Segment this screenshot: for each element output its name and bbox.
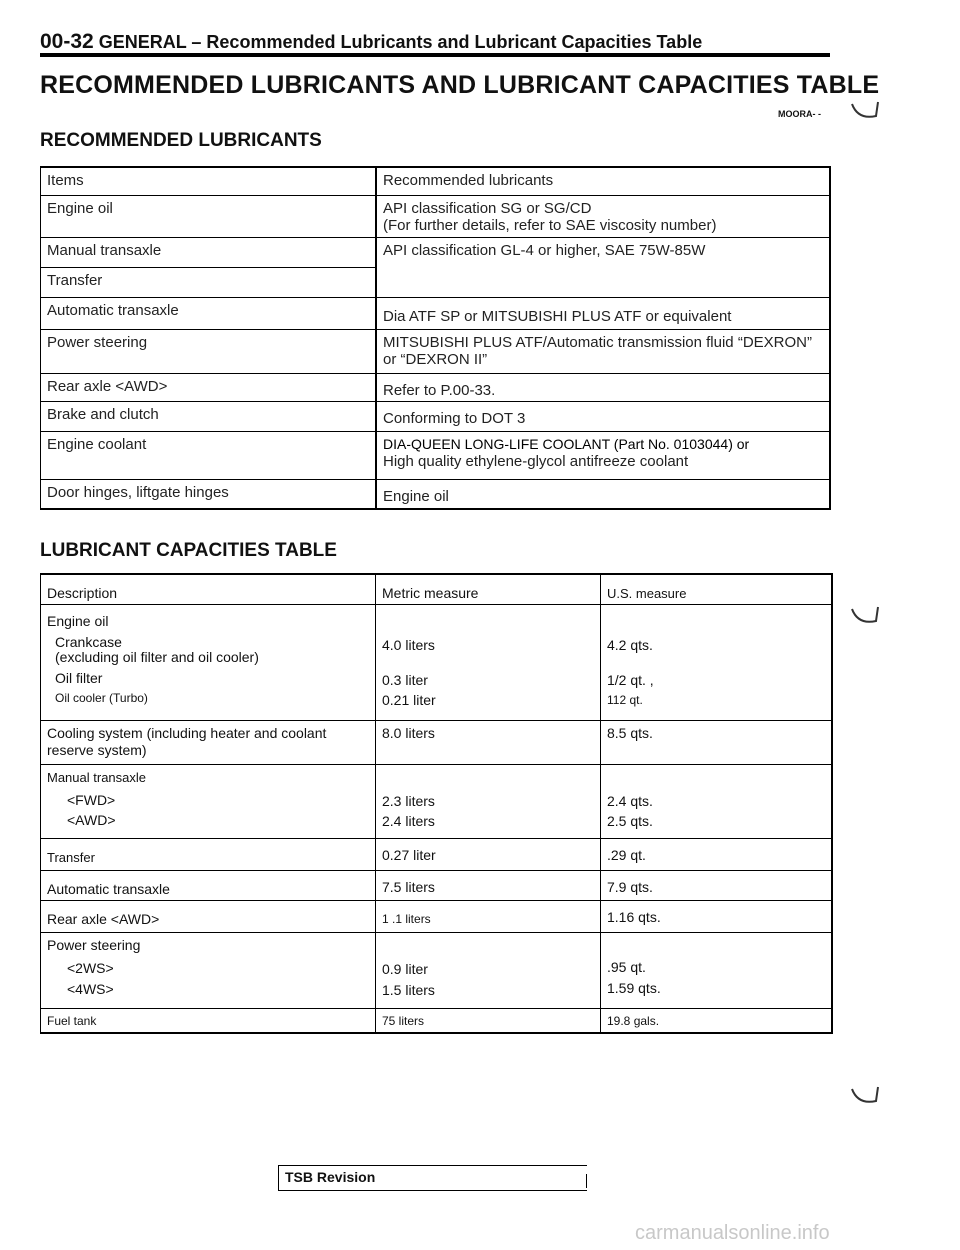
item-cell: Power steering [41,329,377,373]
table-row-cooling [41,721,833,765]
lubricant-cell: Refer to P.00-33. [376,373,830,401]
header-cell-lubricants: Recommended lubricants [376,167,830,195]
item-cell: Engine oil [41,195,377,237]
watermark: carmanualsonline.info [635,1222,830,1244]
table-row-transfer [41,839,833,871]
table-row [41,373,831,401]
metric-cell: 0.9 liter 1.5 liters [376,933,601,1009]
item-cell: Brake and clutch [41,401,377,431]
binder-mark-icon [850,1085,880,1107]
header-cell-description: Description [41,574,376,605]
item-cell: Transfer [41,267,377,297]
page-header [40,30,702,54]
lubricant-cell: DIA-QUEEN LONG-LIFE COOLANT (Part No. 0103044) or High quality ethylene-glycol antifreeze coolant [376,431,830,479]
metric-cell: 0.27 liter [376,839,601,871]
us-cell: 4.2 qts. 1/2 qt. , 112 qt. [601,605,833,721]
table-row-fuel-tank [41,1009,833,1034]
description-cell: Cooling system (including heater and coolant reserve system) [41,721,376,765]
table-row-rear-axle [41,901,833,933]
table-row-engine-oil [41,605,833,721]
description-cell: Engine oil Crankcase (excluding oil filter and oil cooler) Oil filter Oil cooler (Turbo) [41,605,376,721]
header-cell-metric: Metric measure [376,574,601,605]
table-row [41,431,831,479]
table-row [41,195,831,237]
lubricant-cell: MITSUBISHI PLUS ATF/Automatic transmission fluid “DEXRON” or “DEXRON II” [376,329,830,373]
header-rule [40,53,830,57]
section-title-capacities: LUBRICANT CAPACITIES TABLE [40,540,337,561]
page-number: 00-32 [40,30,94,53]
lubricant-cell: Conforming to DOT 3 [376,401,830,431]
item-cell: Manual transaxle [41,237,377,267]
binder-mark-icon [850,605,880,627]
doc-code: MOORA- - [778,109,821,119]
tsb-revision-box [278,1165,587,1191]
table-row [41,401,831,431]
tsb-revision-label: TSB Revision [285,1169,376,1185]
item-cell: Automatic transaxle [41,297,377,329]
description-cell: Fuel tank [41,1009,376,1034]
metric-cell: 2.3 liters 2.4 liters [376,765,601,839]
binder-mark-icon [850,100,880,122]
description-cell: Automatic transaxle [41,871,376,901]
us-cell: 7.9 qts. [601,871,833,901]
metric-cell: 75 liters [376,1009,601,1034]
us-cell: 2.4 qts. 2.5 qts. [601,765,833,839]
recommended-lubricants-table [40,166,831,510]
table-row [41,237,831,267]
table-header-row [41,167,831,195]
table-row [41,297,831,329]
us-cell: .29 qt. [601,839,833,871]
table-row-manual-transaxle [41,765,833,839]
metric-cell: 7.5 liters [376,871,601,901]
header-cell-items: Items [41,167,377,195]
header-cell-us: U.S. measure [601,574,833,605]
table-row-power-steering [41,933,833,1009]
lubricant-cell: API classification GL-4 or higher, SAE 75W-85W [376,237,830,297]
item-cell: Rear axle <AWD> [41,373,377,401]
us-cell: .95 qt. 1.59 qts. [601,933,833,1009]
lubricant-cell: API classification SG or SG/CD (For further details, refer to SAE viscosity number) [376,195,830,237]
us-cell: 19.8 gals. [601,1009,833,1034]
table-row-automatic-transaxle [41,871,833,901]
item-cell: Engine coolant [41,431,377,479]
description-cell: Manual transaxle <FWD> <AWD> [41,765,376,839]
table-row [41,329,831,373]
lubricant-cell: Dia ATF SP or MITSUBISHI PLUS ATF or equivalent [376,297,830,329]
lubricant-capacities-table [40,573,833,1034]
metric-cell: 8.0 liters [376,721,601,765]
metric-cell: 4.0 liters 0.3 liter 0.21 liter [376,605,601,721]
main-title: RECOMMENDED LUBRICANTS AND LUBRICANT CAPACITIES TABLE [40,71,880,99]
tsb-divider [586,1174,587,1188]
description-cell: Rear axle <AWD> [41,901,376,933]
item-cell: Door hinges, liftgate hinges [41,479,377,509]
section-title-recommended-lubricants: RECOMMENDED LUBRICANTS [40,130,322,151]
lubricant-cell: Engine oil [376,479,830,509]
metric-cell: 1 .1 liters [376,901,601,933]
table-header-row [41,574,833,605]
us-cell: 8.5 qts. [601,721,833,765]
description-cell: Power steering <2WS> <4WS> [41,933,376,1009]
table-row [41,479,831,509]
header-title: GENERAL – Recommended Lubricants and Lubricant Capacities Table [98,32,703,52]
us-cell: 1.16 qts. [601,901,833,933]
description-cell: Transfer [41,839,376,871]
